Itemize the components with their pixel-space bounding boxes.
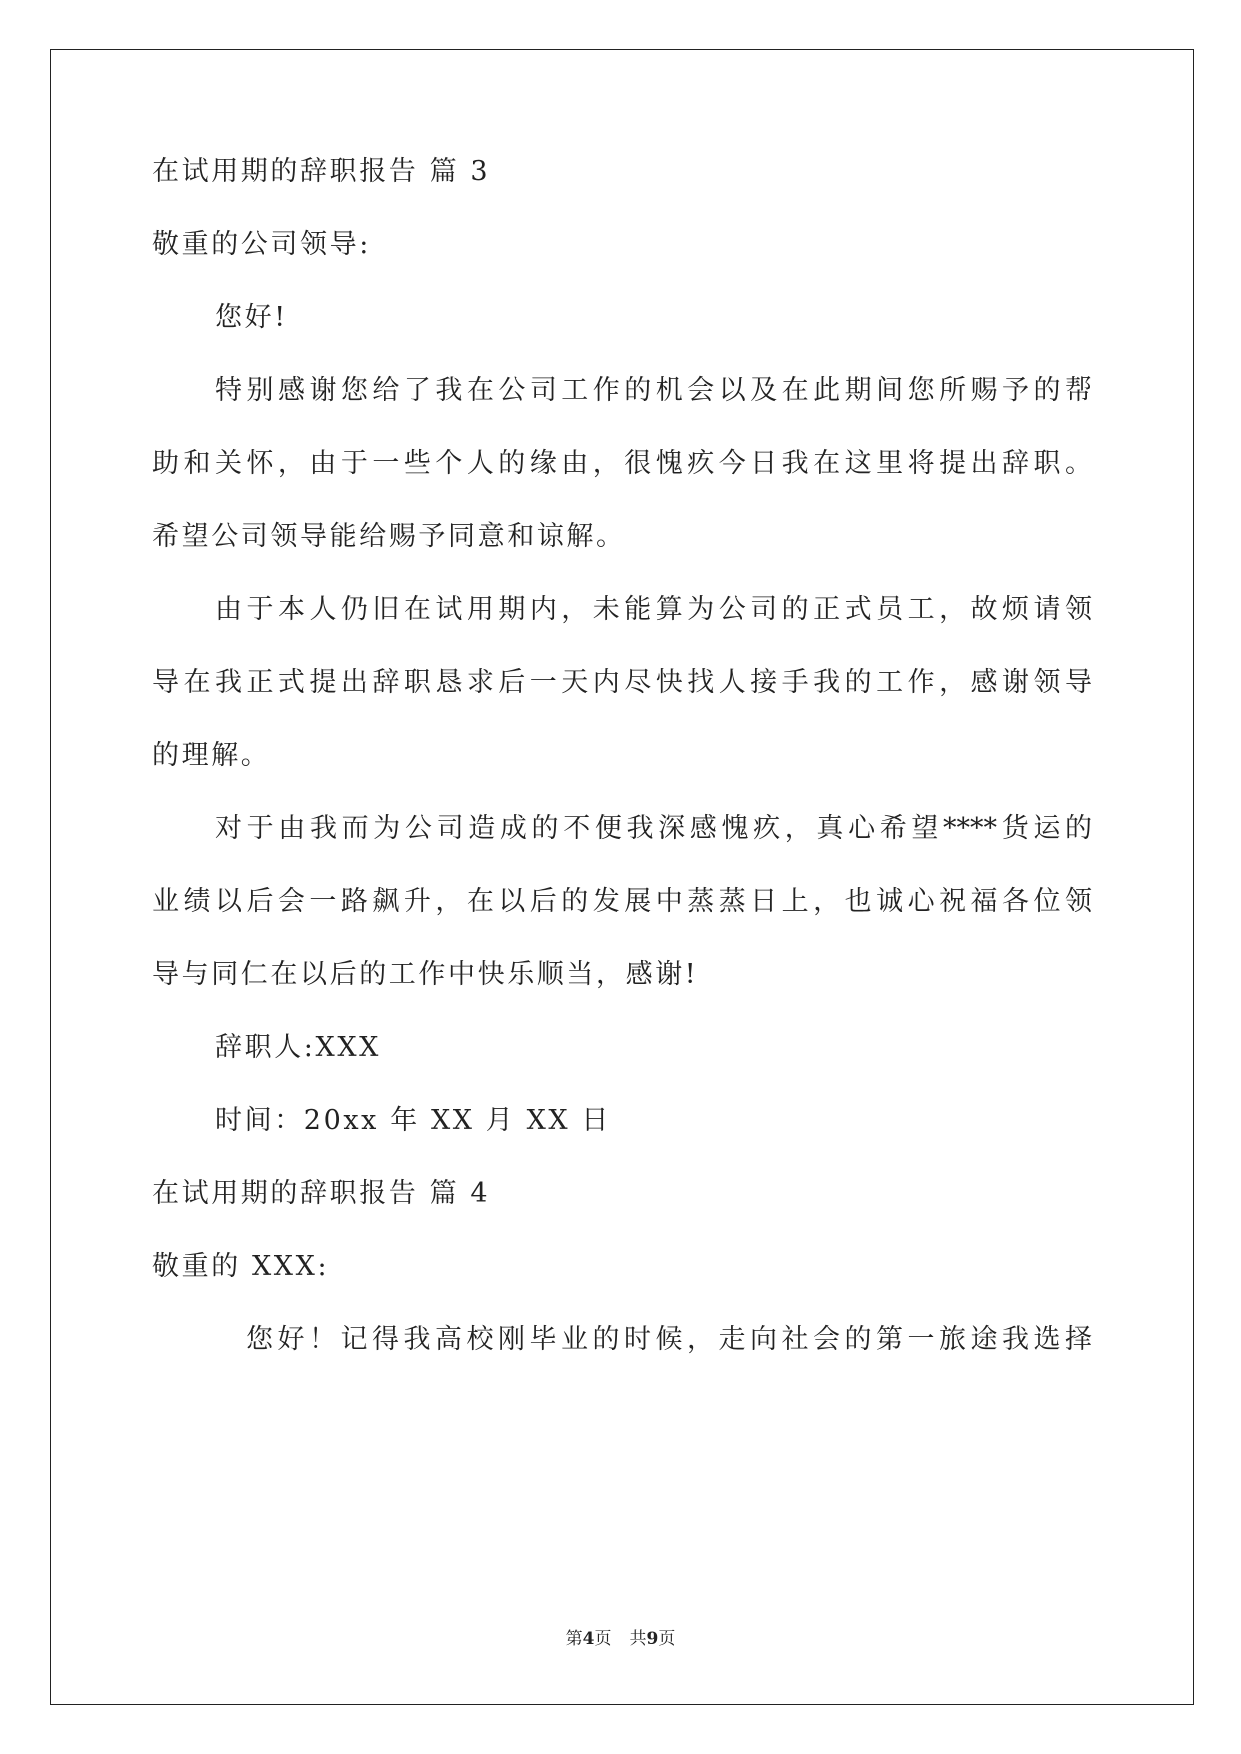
salutation: 敬重的公司领导: (152, 229, 371, 260)
paragraph-line: 的理解。 (152, 740, 271, 771)
paragraph-line: 您好！记得我高校刚毕业的时候，走向社会的第一旅途我选择 (246, 1324, 1092, 1355)
paragraph-line: 业绩以后会一路飙升，在以后的发展中蒸蒸日上，也诚心祝福各位领 (152, 886, 1092, 917)
section-heading-3: 在试用期的辞职报告 篇 3 (152, 156, 491, 187)
page-footer (0, 1628, 1241, 1650)
signature-line: 辞职人:XXX (215, 1032, 381, 1063)
paragraph-line: 对于由我而为公司造成的不便我深感愧疚，真心希望****货运的 (215, 813, 1092, 844)
footer-total-unit: 页 (658, 1629, 676, 1649)
paragraph-line: 希望公司领导能给赐予同意和谅解。 (152, 521, 626, 552)
paragraph-line: 特别感谢您给了我在公司工作的机会以及在此期间您所赐予的帮 (215, 375, 1092, 406)
footer-page-unit: 页 (594, 1629, 612, 1649)
footer-prefix: 第 (565, 1629, 583, 1649)
paragraph-line: 助和关怀，由于一些个人的缘由，很愧疚今日我在这里将提出辞职。 (152, 448, 1092, 479)
paragraph-line: 导与同仁在以后的工作中快乐顺当，感谢! (152, 959, 699, 990)
salutation: 敬重的 XXX: (152, 1251, 330, 1282)
total-pages-number: 9 (646, 1629, 659, 1649)
page-frame (50, 49, 1194, 1705)
current-page-number: 4 (582, 1629, 595, 1649)
greeting: 您好! (215, 302, 288, 333)
paragraph-line: 导在我正式提出辞职恳求后一天内尽快找人接手我的工作，感谢领导 (152, 667, 1092, 698)
section-heading-4: 在试用期的辞职报告 篇 4 (152, 1178, 491, 1209)
date-line: 时间：20xx 年 XX 月 XX 日 (215, 1105, 612, 1136)
paragraph-line: 由于本人仍旧在试用期内，未能算为公司的正式员工，故烦请领 (215, 594, 1092, 625)
footer-total-prefix: 共 (629, 1629, 647, 1649)
